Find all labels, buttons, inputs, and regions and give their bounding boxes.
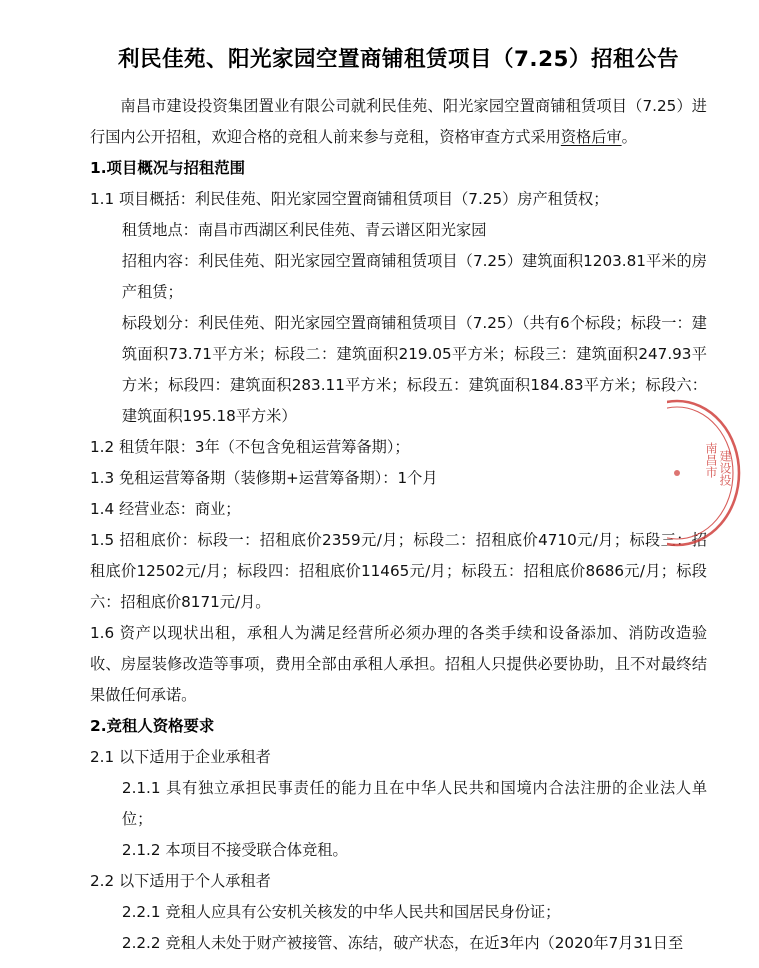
item-rental-content bbox=[122, 246, 707, 308]
item-2-2 bbox=[90, 866, 707, 897]
item-2-2-2-text: 竞租人未处于财产被接管、冻结，破产状态，在近3年内（2020年7月31日至 bbox=[165, 934, 684, 952]
svg-text:建设投: 建设投 bbox=[718, 450, 732, 486]
item-rental-location-text: 租赁地点：南昌市西湖区利民佳苑、青云谱区阳光家园 bbox=[121, 221, 487, 239]
item-1-1 bbox=[90, 184, 707, 215]
item-2-2-2-label: 2.2.2 bbox=[121, 934, 161, 952]
item-1-6 bbox=[90, 618, 707, 711]
item-2-1-1-label: 2.1.1 bbox=[121, 779, 161, 797]
item-1-1-label: 1.1 bbox=[90, 190, 115, 208]
svg-text:南昌市: 南昌市 bbox=[704, 442, 718, 478]
section-1-heading: 1.项目概况与招租范围 bbox=[90, 159, 246, 177]
item-1-3-label: 1.3 bbox=[90, 469, 115, 487]
item-1-4 bbox=[90, 494, 707, 525]
item-2-1-label: 2.1 bbox=[90, 748, 115, 766]
item-rental-location bbox=[122, 215, 707, 246]
page-title: 利民佳苑、阳光家园空置商铺租赁项目（7.25）招租公告 bbox=[117, 47, 680, 72]
intro-underlined-text: 资格后审 bbox=[560, 128, 622, 146]
item-1-2-text: 租赁年限：3年（不包含免租运营筹备期）； bbox=[118, 438, 410, 456]
item-lot-division bbox=[122, 308, 707, 432]
item-2-1-2-label: 2.1.2 bbox=[121, 841, 161, 859]
item-rental-content-text: 招租内容：利民佳苑、阳光家园空置商铺租赁项目（7.25）建筑面积1203.81平米的房产租赁； bbox=[121, 252, 707, 301]
item-2-2-text: 以下适用于个人承租者 bbox=[118, 872, 271, 890]
item-2-1-2-text: 本项目不接受联合体竞租。 bbox=[165, 841, 348, 859]
item-2-1 bbox=[90, 742, 707, 773]
item-1-2 bbox=[90, 432, 707, 463]
item-2-2-1-label: 2.2.1 bbox=[121, 903, 161, 921]
intro-paragraph bbox=[90, 91, 707, 153]
item-2-2-2 bbox=[122, 928, 707, 959]
item-2-2-1-text: 竞租人应具有公安机关核发的中华人民共和国居民身份证； bbox=[165, 903, 561, 921]
item-2-1-1 bbox=[122, 773, 707, 835]
item-lot-division-text: 标段划分：利民佳苑、阳光家园空置商铺租赁项目（7.25）（共有6个标段；标段一：建筑面积73.71平方米；标段二：建筑面积219.05平方米；标段三：建筑面积247.93平方米；标段四：建筑面积283.11平方米；标段五：建筑面积184.83平方米；标段六：建筑面积195.18平方米） bbox=[121, 314, 707, 425]
item-1-3 bbox=[90, 463, 707, 494]
item-2-2-label: 2.2 bbox=[90, 872, 115, 890]
item-1-1-text: 项目概括：利民佳苑、阳光家园空置商铺租赁项目（7.25）房产租赁权； bbox=[118, 190, 609, 208]
item-2-1-2 bbox=[122, 835, 707, 866]
section-2-heading: 2.竞租人资格要求 bbox=[90, 717, 215, 735]
section-2 bbox=[90, 711, 707, 959]
item-1-3-text: 免租运营筹备期（装修期+运营筹备期）：1个月 bbox=[118, 469, 438, 487]
item-2-1-text: 以下适用于企业承租者 bbox=[118, 748, 271, 766]
item-2-2-1 bbox=[122, 897, 707, 928]
item-1-5-label: 1.5 bbox=[90, 531, 115, 549]
item-1-6-text: 资产以现状出租，承租人为满足经营所必须办理的各类手续和设备添加、消防改造验收、房屋装修改造等事项，费用全部由承租人承担。招租人只提供必要协助，且不对最终结果做任何承诺。 bbox=[90, 624, 708, 704]
item-1-4-label: 1.4 bbox=[90, 500, 115, 518]
item-1-6-label: 1.6 bbox=[90, 624, 115, 642]
intro-text: 南昌市建设投资集团置业有限公司就利民佳苑、阳光家园空置商铺租赁项目（7.25）进行国内公开招租，欢迎合格的竞租人前来参与竞租，资格审查方式采用 bbox=[90, 97, 707, 146]
item-1-4-text: 经营业态：商业； bbox=[118, 500, 241, 518]
item-1-5-text: 招租底价：标段一：招租底价2359元/月；标段二：招租底价4710元/月；标段三：招租底价12502元/月；标段四：招租底价11465元/月；标段五：招租底价8686元/月；标段六：招租底价8171元/月。 bbox=[90, 531, 707, 611]
section-1 bbox=[90, 153, 707, 711]
item-2-1-1-text: 具有独立承担民事责任的能力且在中华人民共和国境内合法注册的企业法人单位； bbox=[121, 779, 708, 828]
intro-end-text: 。 bbox=[621, 128, 637, 146]
item-1-5 bbox=[90, 525, 707, 618]
item-1-2-label: 1.2 bbox=[90, 438, 115, 456]
